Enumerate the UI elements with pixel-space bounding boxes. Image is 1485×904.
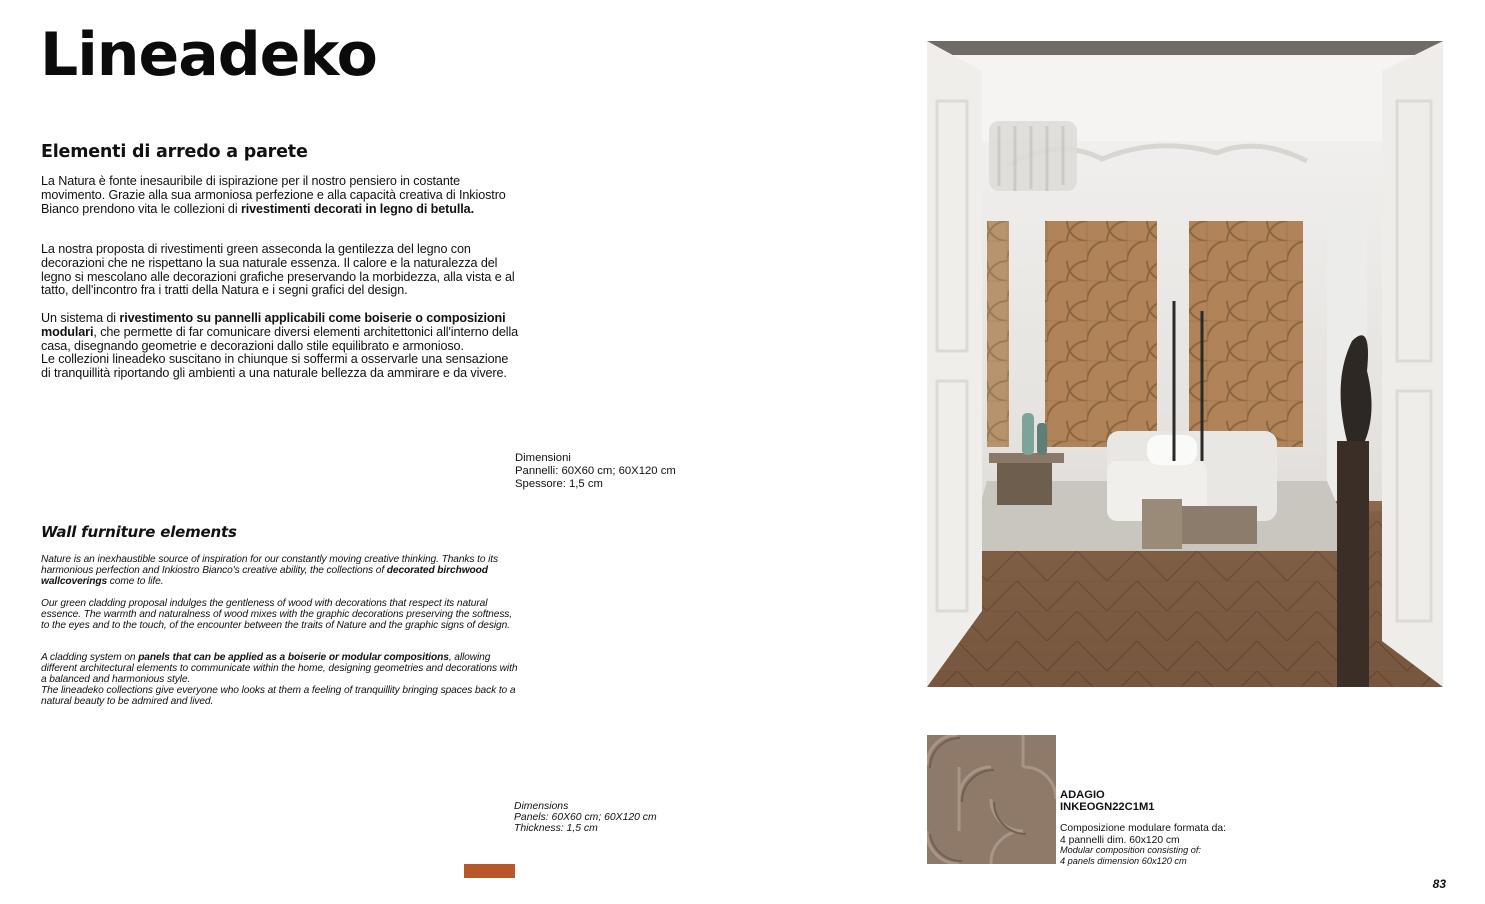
product-name: ADAGIO bbox=[1060, 789, 1105, 801]
english-paragraph-2: Our green cladding proposal indulges the gentleness of wood with decorations that respect its natural essence. The warmth and naturalness of wood mixes with the graphic decorations preserving the softness, to the eyes and to the touch, of the encounter between the traits of Nature and the graphic signs of design. bbox=[41, 598, 513, 631]
english-p1-pre: Nature is an inexhaustible source of inspiration for our constantly moving creative thinking. Thanks to its harmonious perfection and Inkiostro Bianco's creative ability, the collections of bbox=[41, 554, 499, 576]
product-desc-it-line2: 4 pannelli dim. 60x120 cm bbox=[1060, 834, 1180, 846]
italian-p1-bold: rivestimenti decorati in legno di betulla. bbox=[240, 201, 474, 216]
italian-p3-pre: Un sistema di bbox=[41, 311, 120, 325]
english-p3-line2: The lineadeko collections give everyone who looks at them a feeling of tranquillity bringing spaces back to a natural beauty to be admired and lived. bbox=[41, 684, 516, 707]
tile-sample-photo bbox=[927, 735, 1056, 864]
english-p3-post: , allowing different architectural elements to communicate within the home, designing geometries and decorations with a balanced and harmonious style. bbox=[41, 652, 518, 685]
italian-dimensions-panels: Pannelli: 60X60 cm; 60X120 cm bbox=[515, 464, 676, 477]
english-dimensions bbox=[514, 801, 657, 834]
italian-paragraph-1 bbox=[41, 175, 521, 216]
italian-p3-post: , che permette di far comunicare diversi elementi architettonici all'interno della casa, disegnando geometrie e decorazioni dallo stile equilibrato e armonioso. bbox=[41, 324, 519, 353]
italian-p3-bold: rivestimento su pannelli applicabili come boiserie o composizioni modulari bbox=[41, 311, 506, 339]
english-heading: Wall furniture elements bbox=[41, 523, 237, 541]
english-dimensions-label: Dimensions bbox=[514, 801, 569, 812]
italian-p3-line2: Le collezioni lineadeko suscitano in chiunque si soffermi a osservarle una sensazione di tranquillità riportando gli ambienti a una naturale bellezza da ammirare e da vivere. bbox=[41, 352, 509, 381]
italian-paragraph-2: La nostra proposta di rivestimenti green asseconda la gentilezza del legno con decorazioni che ne rispettano la sua naturale essenza. Il calore e la naturalezza del legno si mescolano alle decorazioni grafiche preservando la morbidezza, alla vista e al tatto, dell'incontro fra i tratti della Natura e i segni grafici del design. bbox=[41, 242, 515, 298]
english-dimensions-thickness: Thickness: 1,5 cm bbox=[514, 823, 598, 834]
page-number: 83 bbox=[1432, 877, 1446, 891]
product-description-english bbox=[1060, 845, 1280, 866]
italian-dimensions-label: Dimensioni bbox=[515, 452, 571, 464]
product-code: INKEOGN22C1M1 bbox=[1060, 801, 1155, 813]
italian-dimensions bbox=[515, 452, 676, 490]
english-paragraph-3 bbox=[41, 653, 521, 708]
product-description-italian bbox=[1060, 823, 1280, 846]
room-photo bbox=[927, 41, 1443, 687]
italian-p1-text: La Natura è fonte inesauribile di ispirazione per il nostro pensiero in costante movimento. Grazie alla sua armoniosa perfezione e alla capacità creativa di Inkiostro Bianco prendono vita le collezioni di bbox=[41, 174, 506, 216]
english-paragraph-1 bbox=[41, 555, 521, 588]
english-dimensions-panels: Panels: 60X60 cm; 60X120 cm bbox=[514, 812, 657, 823]
italian-paragraph-3 bbox=[41, 312, 521, 381]
english-p1-post: come to life. bbox=[107, 575, 164, 587]
italian-dimensions-thickness: Spessore: 1,5 cm bbox=[515, 477, 603, 490]
chandelier bbox=[989, 121, 1077, 191]
page-title: Lineadeko bbox=[40, 20, 377, 90]
italian-heading: Elementi di arredo a parete bbox=[41, 142, 308, 162]
accent-bar bbox=[464, 864, 515, 878]
english-p3-pre: A cladding system on bbox=[41, 652, 139, 663]
product-desc-en-line1: Modular composition consisting of: bbox=[1060, 845, 1201, 855]
product-desc-en-line2: 4 panels dimension 60x120 cm bbox=[1060, 855, 1187, 866]
product-desc-it-line1: Composizione modulare formata da: bbox=[1060, 823, 1226, 834]
english-p1-bold: decorated birchwood wallcoverings bbox=[41, 564, 488, 587]
english-p3-bold: panels that can be applied as a boiserie or modular compositions bbox=[138, 652, 449, 663]
